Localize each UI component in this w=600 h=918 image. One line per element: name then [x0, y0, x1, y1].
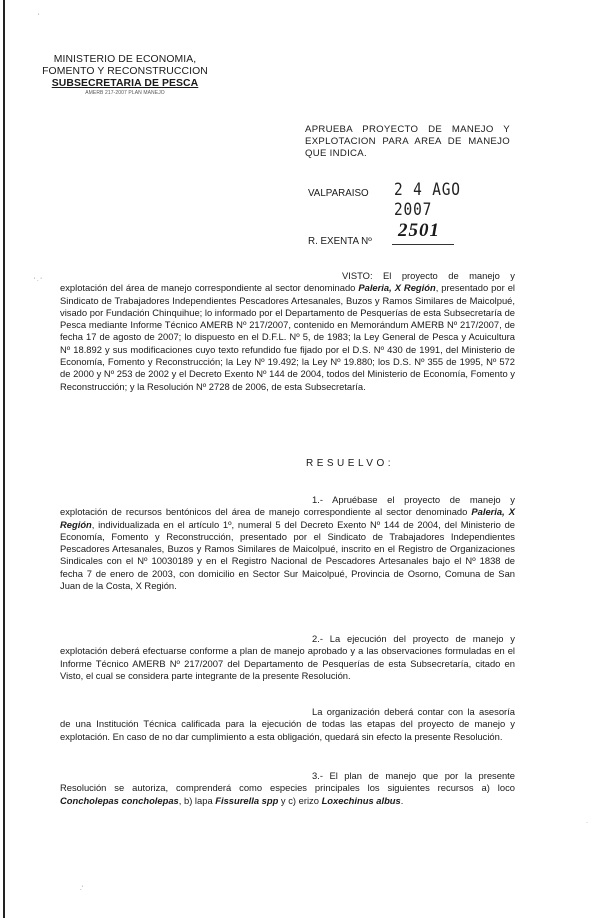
scan-speck: .'	[80, 886, 83, 892]
scan-speck: '	[38, 14, 40, 20]
article-text: .	[400, 794, 404, 806]
scan-border	[3, 0, 5, 918]
ministry-line-2: FOMENTO Y RECONSTRUCCION	[42, 66, 208, 77]
species-name: Concholepas concholepas	[60, 794, 179, 806]
species-name: Fissurella spp	[215, 794, 279, 806]
visto-label: VISTO:	[342, 270, 373, 281]
visto-text: El proyecto de manejo y explotación del área de manejo correspondiente al sector denominado	[60, 270, 515, 294]
sector-name: Paleria, X Región	[358, 282, 436, 294]
header-stamp: AMERB 217-2007 PLAN MANEJO	[85, 90, 165, 96]
article-1	[60, 494, 515, 592]
article-number: 2.-	[312, 633, 323, 644]
letterhead	[30, 54, 220, 96]
article-text: y c) erizo	[278, 794, 322, 806]
ministry-line: MINISTERIO DE ECONOMIA,	[53, 54, 197, 65]
number-underline	[392, 244, 454, 245]
date-line	[308, 180, 508, 220]
article-2-obligation	[60, 706, 515, 743]
scan-speck: ·	[586, 820, 588, 826]
visto-text-cont: , presentado por el Sindicato de Trabajadores Independientes Pescadores Artesanales, Buzos y Ramos Similares de Maicolpué, visado por Fundación Chinquihue; lo informado por el Departamento de Pesquerías de esta Subsecretaría de Pesca mediante Informe Técnico AMERB Nº 217/2007, contenido en Memorándum AMERB Nº 217/2007, de fecha 17 de agosto de 2007; lo dispuesto en el D.F.L. Nº 5, de 1983; la Ley General de Pesca y Acuicultura Nº 18.892 y sus modificaciones cuyo texto refundido fue fijado por el D.S. Nº 430 de 1991, del Ministerio de Economía, Fomento y Reconstrucción; la Ley Nº 19.492; la Ley Nº 19.880; los D.S. Nº 355 de 1995, Nº 572 de 2000 y Nº 253 de 2002 y el Decreto Exento Nº 144 de 2004, todos del Ministerio de Economía, Fomento y Reconstrucción; y la Resolución Nº 2728 de 2006, de esta Subsecretaría.	[60, 282, 516, 392]
undersecretary-line: SUBSECRETARIA DE PESCA	[51, 78, 199, 89]
article-text: La ejecución del proyecto de manejo y explotación deberá efectuarse conforme a plan de manejo aprobado y a las observaciones formuladas en el Informe Técnico AMERB Nº 217/2007 del Departamento de Pesquerías de esta Subsecretaría, citado en Visto, el cual se considera parte integrante de la presente Resolución.	[60, 633, 515, 681]
resuelvo-heading: RESUELVO:	[306, 458, 394, 469]
date-stamp: 2 4 AGO 2007	[394, 180, 461, 220]
resolution-number-line	[308, 220, 468, 248]
article-3	[60, 770, 515, 807]
species-name: Loxechinus albus	[321, 794, 401, 806]
resolution-label: R. EXENTA Nº	[308, 236, 372, 247]
visto-paragraph	[60, 270, 515, 393]
city-label: VALPARAISO	[308, 188, 369, 199]
article-text: , b) lapa	[178, 794, 216, 806]
article-text: El plan de manejo que por la presente Resolución se autoriza, comprenderá como especies principales los siguientes recursos a) loco	[60, 770, 515, 794]
article-number: 1.-	[312, 494, 323, 505]
article-number: 3.-	[312, 770, 323, 781]
article-2	[60, 633, 515, 682]
resolution-number: 2501	[398, 220, 440, 241]
subject-text: APRUEBA PROYECTO DE MANEJO Y EXPLOTACION PARA AREA DE MANEJO QUE INDICA.	[305, 124, 510, 159]
scan-speck: ' · '	[34, 278, 42, 284]
sector-name: Paleria, X Región	[60, 506, 515, 530]
article-text: La organización deberá contar con la asesoría de una Institución Técnica calificada para la ejecución de todas las etapas del proyecto de manejo y explotación. En caso de no dar cumplimiento a esta obligación, quedará sin efecto la presente Resolución.	[60, 706, 515, 742]
article-text-cont: , individualizada en el artículo 1º, numeral 5 del Decreto Exento Nº 144 de 2004, del Ministerio de Economía, Fomento y Reconstrucción, presentado por el Sindicato de Trabajadores Independientes Pescadores Artesanales, Buzos y Ramos Similares de Maicolpué, inscrito en el Registro de Organizaciones Sindicales con el Nº 10030189 y en el Registro Nacional de Pescadores Artesanales bajo el Nº 1838 de fecha 7 de enero de 2003, con domicilio en Sector Sur Maicolpué, Provincia de Osorno, Comuna de San Juan de la Costa, X Región.	[60, 518, 515, 592]
article-text: Apruébase el proyecto de manejo y explotación de recursos bentónicos del área de manejo correspondiente al sector denominado	[60, 494, 515, 518]
